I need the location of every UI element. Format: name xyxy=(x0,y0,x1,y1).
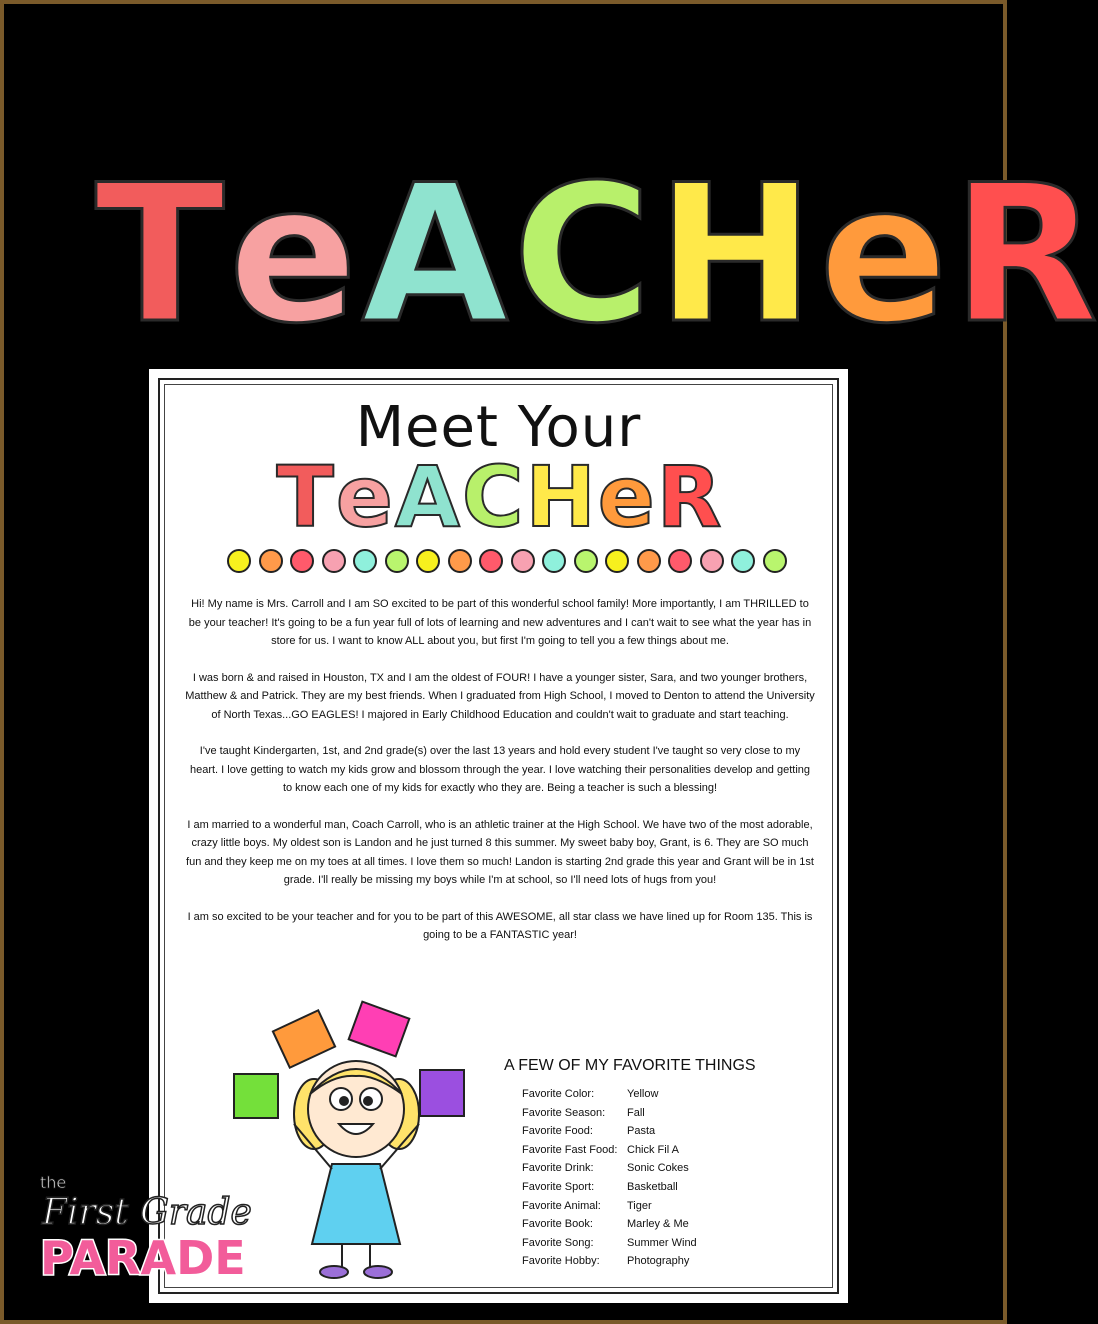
banner-letter: e xyxy=(228,144,358,365)
flyer-title-letter: C xyxy=(461,448,524,546)
divider-dot xyxy=(385,549,409,573)
favorite-label: Favorite Drink: xyxy=(522,1162,594,1175)
flyer-teacher-title xyxy=(264,448,734,546)
favorite-row xyxy=(522,1125,822,1144)
favorite-label: Favorite Food: xyxy=(522,1125,593,1138)
divider-dot xyxy=(637,549,661,573)
green-book-icon xyxy=(234,1074,278,1118)
divider-dot xyxy=(353,549,377,573)
favorite-label: Favorite Book: xyxy=(522,1218,593,1231)
paragraph-intro: Hi! My name is Mrs. Carroll and I am SO excited to be part of this wonderful school family! More importantly, I am THRILLED to be your teacher! It's going to be a fun year full of lots of learning and new adventures and I can't wait to see what the year has in store for us. I want to know ALL about you, but first I'm going to tell you a few things about me. xyxy=(188,598,812,647)
divider-dot xyxy=(731,549,755,573)
divider-dot xyxy=(668,549,692,573)
favorite-row xyxy=(522,1162,822,1181)
favorite-row xyxy=(522,1200,822,1219)
divider-dot xyxy=(448,549,472,573)
favorite-label: Favorite Hobby: xyxy=(522,1255,600,1268)
paragraph-experience: I've taught Kindergarten, 1st, and 2nd grade(s) over the last 13 years and hold every student I've taught so very close to my heart. I love getting to watch my kids grow and blossom through the year. I love watching their personalities develop and getting to know each one of my kids for exactly who they are. Being a teacher is such a blessing! xyxy=(189,745,811,794)
flyer-title-letter: H xyxy=(525,448,596,546)
paragraph-background: I was born & and raised in Houston, TX and I am the oldest of FOUR! I have a younger sister, Sara, and two younger brothers, Matthew & and Patrick. They are my best friends. When I graduated from High School, I moved to Denton to attend the University of North Texas...GO EAGLES! I majored in Early Childhood Education and couldn't wait to graduate and start teaching. xyxy=(185,671,815,721)
divider-dot xyxy=(290,549,314,573)
favorite-value: Tiger xyxy=(627,1199,652,1212)
flyer-title-letter: R xyxy=(656,448,722,546)
favorite-value: Pasta xyxy=(627,1125,656,1138)
favorite-row xyxy=(522,1218,822,1237)
teacher-banner-title xyxy=(95,144,1098,365)
flyer-title-letter: e xyxy=(335,448,393,546)
favorite-label: Favorite Sport: xyxy=(522,1180,595,1193)
divider-dot xyxy=(763,549,787,573)
divider-dot xyxy=(700,549,724,573)
divider-dot xyxy=(574,549,598,573)
banner-letter: H xyxy=(655,144,815,365)
meet-teacher-flyer xyxy=(149,369,848,1303)
favorite-value: Yellow xyxy=(627,1088,659,1100)
favorite-row xyxy=(522,1255,822,1274)
logo-line1: the xyxy=(40,1173,67,1192)
pink-book-icon xyxy=(349,1002,410,1057)
divider-dot xyxy=(511,549,535,573)
favorites-list xyxy=(522,1088,822,1274)
flyer-title-letter: A xyxy=(394,448,460,546)
dot-divider xyxy=(227,549,787,575)
favorite-value: Chick Fil A xyxy=(627,1143,679,1156)
favorite-label: Favorite Color: xyxy=(522,1088,595,1100)
logo-line2: First Grade xyxy=(42,1192,252,1233)
divider-dot xyxy=(416,549,440,573)
purple-book-icon xyxy=(420,1070,464,1116)
logo-line3: PARADE xyxy=(40,1231,246,1285)
paragraph-closing: I am so excited to be your teacher and for you to be part of this AWESOME, all star class we have lined up for Room 135. This is going to be a FANTASTIC year! xyxy=(187,910,813,941)
banner-letter: R xyxy=(951,144,1098,365)
orange-book-icon xyxy=(273,1010,335,1067)
divider-dot xyxy=(227,549,251,573)
divider-dot xyxy=(259,549,283,573)
flyer-title-letter: e xyxy=(597,448,655,546)
favorite-row xyxy=(522,1144,822,1163)
divider-dot xyxy=(605,549,629,573)
divider-dot xyxy=(542,549,566,573)
flyer-title-letter: T xyxy=(276,448,334,546)
banner-letter: e xyxy=(819,144,948,365)
favorite-label: Favorite Fast Food: xyxy=(522,1143,618,1156)
flyer-title-top: Meet Your xyxy=(355,395,642,460)
favorite-label: Favorite Animal: xyxy=(522,1199,601,1212)
favorite-value: Marley & Me xyxy=(627,1218,689,1231)
favorite-value: Basketball xyxy=(627,1180,678,1193)
favorites-heading: A FEW OF MY FAVORITE THINGS xyxy=(504,1057,756,1074)
divider-dot xyxy=(322,549,346,573)
favorite-value: Photography xyxy=(627,1255,690,1268)
favorite-label: Favorite Season: xyxy=(522,1106,606,1119)
first-grade-parade-logo xyxy=(36,1172,266,1285)
divider-dot xyxy=(479,549,503,573)
favorite-label: Favorite Song: xyxy=(522,1236,594,1249)
favorite-row xyxy=(522,1237,822,1256)
banner-letter: A xyxy=(361,144,509,365)
banner-letter: T xyxy=(95,144,225,365)
paragraph-family: I am married to a wonderful man, Coach Carroll, who is an athletic trainer at the High School. We have two of the most adorable, crazy little boys. My oldest son is Landon and he just turned 8 this summer. My sweet baby boy, Grant, is 6. They are SO much fun and they keep me on my toes at all times. I love them so much! Landon is starting 2nd grade this year and Grant will be in 1st grade. I'll really be missing my boys while I'm at school, so I'll need lots of hugs from you! xyxy=(186,818,814,886)
intro-letter xyxy=(185,595,815,963)
favorite-row xyxy=(522,1088,822,1107)
favorite-value: Summer Wind xyxy=(627,1236,697,1249)
favorite-value: Sonic Cokes xyxy=(627,1162,689,1175)
favorite-value: Fall xyxy=(627,1106,645,1119)
favorite-row xyxy=(522,1181,822,1200)
banner-letter: C xyxy=(512,144,652,365)
favorite-row xyxy=(522,1107,822,1126)
